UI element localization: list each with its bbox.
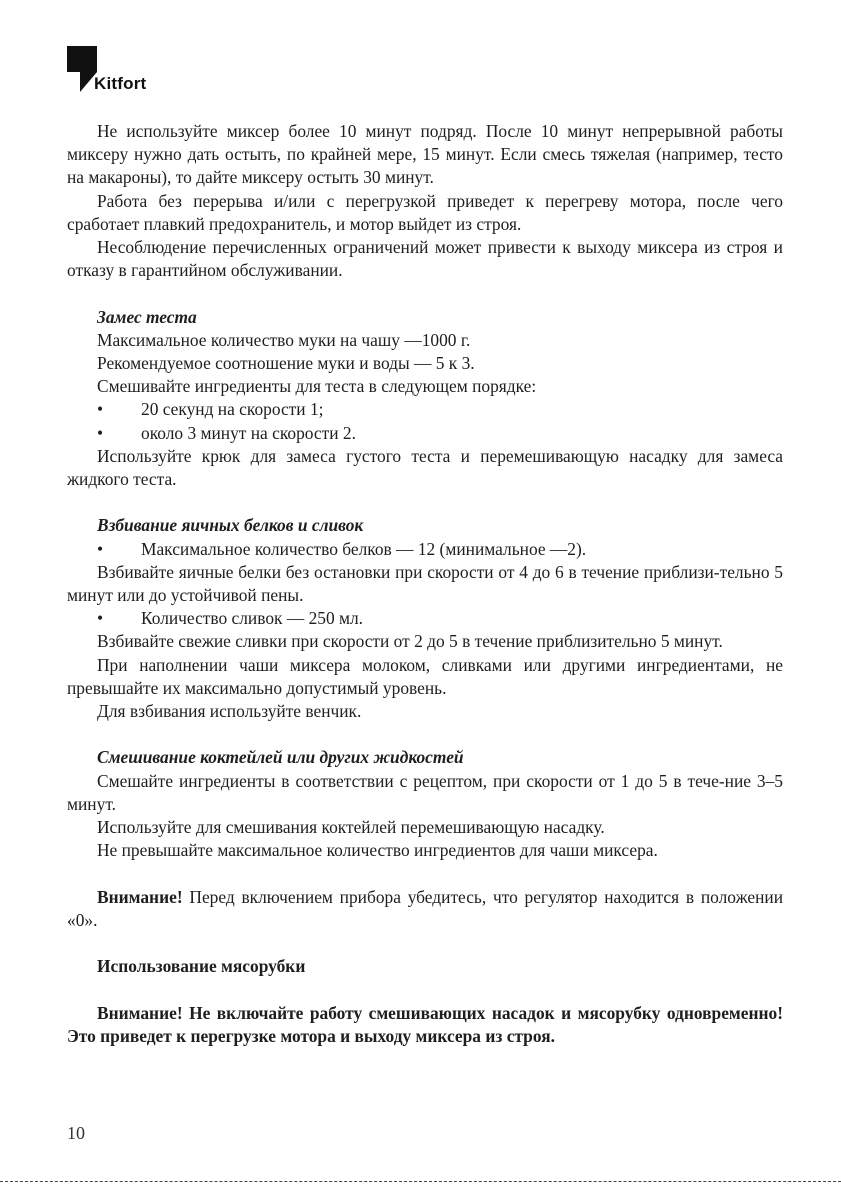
- list-item-text: 20 секунд на скорости 1;: [141, 399, 324, 420]
- section-heading-grinder: Использование мясорубки: [97, 956, 306, 977]
- bullet-marker: •: [97, 422, 104, 443]
- list-item: [67, 422, 783, 445]
- dough-order-intro: Смешивайте ингредиенты для теста в следующем порядке:: [97, 376, 537, 397]
- list-item-text: около 3 минут на скорости 2.: [141, 422, 356, 443]
- spacer: [67, 862, 783, 885]
- dough-hooks: Используйте крюк для замеса густого теста и перемешивающую насадку для замеса жидкого теста.: [67, 445, 783, 490]
- whip-whisk: Для взбивания используйте венчик.: [97, 701, 362, 722]
- whip-fill-level: При наполнении чаши миксера молоком, сливками или другими ингредиентами, не превышайте их максимально допустимый уровень.: [67, 654, 783, 698]
- kitfort-logo-icon: [67, 46, 97, 92]
- dough-ratio: Рекомендуемое соотношение муки и воды — 5 к 3.: [97, 353, 475, 374]
- grinder-warning: Внимание! Не включайте работу смешивающих насадок и мясорубку одновременно! Это приведет к перегрузке мотора и выходу миксера из строя.: [67, 1002, 783, 1046]
- bullet-marker: •: [97, 608, 104, 629]
- section-heading-whip: Взбивание яичных белков и сливок: [97, 515, 364, 536]
- whip-cream: Взбивайте свежие сливки при скорости от 2 до 5 в течение приблизительно 5 минут.: [97, 631, 723, 652]
- spacer: [67, 723, 783, 746]
- mix-max: Не превышайте максимальное количество ингредиентов для чаши миксера.: [97, 840, 658, 861]
- spacer: [67, 978, 783, 1001]
- whip-eggs: Взбивайте яичные белки без остановки при скорости от 4 до 6 в течение приблизи-тельно 5 минут или до устойчивой пены.: [67, 561, 783, 606]
- paragraph-overload: Работа без перерыва и/или с перегрузкой приведет к перегреву мотора, после чего сработает плавкий предохранитель, и мотор выйдет из строя.: [67, 190, 783, 234]
- paragraph-warranty: Несоблюдение перечисленных ограничений может привести к выходу миксера из строя и отказу в гарантийном обслуживании.: [67, 237, 783, 281]
- bullet-marker: •: [97, 538, 104, 559]
- mix-attachment: Используйте для смешивания коктейлей перемешивающую насадку.: [97, 817, 605, 838]
- kitfort-logo: [67, 46, 167, 94]
- mix-recipe: Смешайте ингредиенты в соответствии с рецептом, при скорости от 1 до 5 в тече-ние 3–5 минут.: [67, 770, 783, 814]
- attention-text: Перед включением прибора убедитесь, что регулятор находится в положении «0».: [67, 886, 783, 930]
- cut-line: [0, 1181, 841, 1182]
- section-heading-dough: Замес теста: [97, 306, 197, 327]
- attention-notice: [67, 886, 783, 932]
- document-body: [67, 120, 783, 1048]
- list-item: [67, 538, 783, 561]
- spacer: [67, 282, 783, 305]
- brand-name: Kitfort: [94, 74, 147, 93]
- list-item: [67, 398, 783, 421]
- spacer: [67, 491, 783, 514]
- paragraph-usage-limit: Не используйте миксер более 10 минут подряд. После 10 минут непрерывной работы миксеру нужно дать остыть, по крайней мере, 15 минут. Если смесь тяжелая (например, тесто на макароны), то дайте миксеру остыть 30 минут.: [67, 121, 783, 188]
- list-item-text: Максимальное количество белков — 12 (минимальное —2).: [141, 538, 587, 559]
- dough-max-flour: Максимальное количество муки на чашу —1000 г.: [97, 329, 471, 350]
- list-item-text: Количество сливок — 250 мл.: [141, 608, 364, 629]
- spacer: [67, 932, 783, 955]
- page-number: 10: [67, 1123, 85, 1143]
- attention-label: Внимание!: [97, 886, 183, 907]
- list-item: [67, 607, 783, 630]
- bullet-marker: •: [97, 399, 104, 420]
- section-heading-mix: Смешивание коктейлей или других жидкостей: [97, 747, 464, 768]
